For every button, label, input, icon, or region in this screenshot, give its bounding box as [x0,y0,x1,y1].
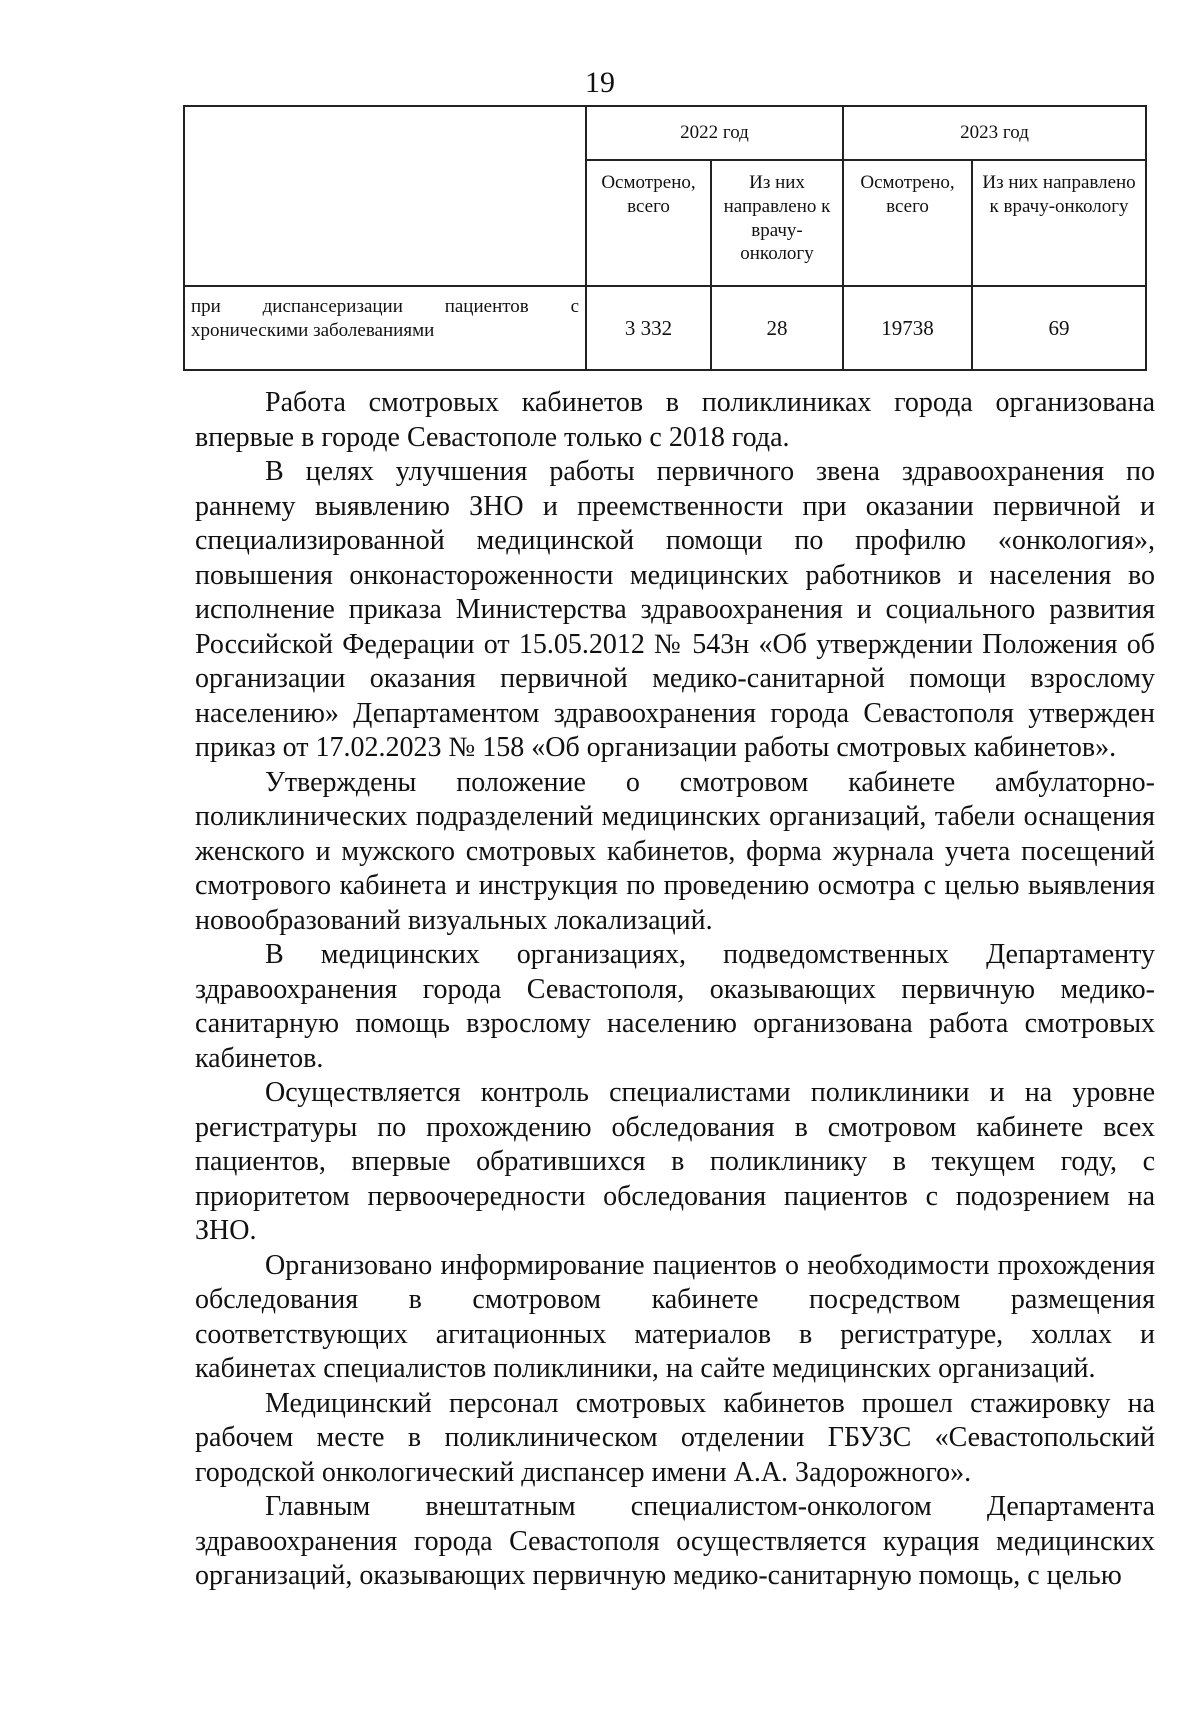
table-header-row-years [184,106,1146,160]
screening-table [183,105,1147,371]
paragraph: В целях улучшения работы первичного звена здравоохранения по раннему выявлению ЗНО и преемственности при оказании первичной и специализированной медицинской помощи по профилю «онкология», повышения онконастороженности медицинских работников и населения во исполнение приказа Министерства здравоохранения и социального развития Российской Федерации от 15.05.2012 № 543н «Об утверждении Положения об организации оказания первичной медико-санитарной помощи взрослому населению» Департаментом здравоохранения города Севастополя утвержден приказ от 17.02.2023 № 158 «Об организации работы смотровых кабинетов». [195,456,1155,763]
subheader-examined-2022: Осмотрено, всего [586,160,711,286]
paragraph: В медицинских организациях, подведомственных Департаменту здравоохранения города Севастополя, оказывающих первичную медико-санитарную помощь взрослому населению организована работа смотровых кабинетов. [195,939,1155,1074]
paragraph: Утверждены положение о смотровом кабинете амбулаторно-поликлинических подразделений медицинских организаций, табели оснащения женского и мужского смотровых кабинетов, форма журнала учета посещений смотрового кабинета и инструкция по проведению осмотра с целью выявления новообразований визуальных локализаций. [195,766,1155,936]
page-number: 19 [585,66,615,99]
cell-examined-2022: 3 332 [586,286,711,370]
body-text [195,386,1155,1594]
cell-referred-2022: 28 [711,286,843,370]
paragraph: Осуществляется контроль специалистами поликлиники и на уровне регистратуры по прохождению обследования в смотровом кабинете всех пациентов, впервые обратившихся в поликлинику в текущем году, с приоритетом первоочередности обследования пациентов с подозрением на ЗНО. [195,1077,1155,1246]
paragraph: Работа смотровых кабинетов в поликлиниках города организована впервые в городе Севастополе только с 2018 года. [195,387,1155,453]
cell-referred-2023: 69 [972,286,1146,370]
row-label: при диспансеризации пациентов с хроническими заболеваниями [184,286,586,370]
subheader-referred-2022: Из них направлено к врачу-онкологу [711,160,843,286]
year-header-2023: 2023 год [843,106,1146,160]
paragraph: Организовано информирование пациентов о необходимости прохождения обследования в смотровом кабинете посредством размещения соответствующих агитационных материалов в регистратуре, холлах и кабинетах специалистов поликлиники, на сайте медицинских организаций. [195,1249,1155,1384]
cell-examined-2023: 19738 [843,286,972,370]
subheader-referred-2023: Из них направлено к врачу-онкологу [972,160,1146,286]
table-row [184,286,1146,370]
table-corner-cell [184,106,586,286]
subheader-examined-2023: Осмотрено, всего [843,160,972,286]
paragraph: Главным внештатным специалистом-онкологом Департамента здравоохранения города Севастополя осуществляется курация медицинских организаций, оказывающих первичную медико-санитарную помощь, с целью [195,1491,1155,1591]
paragraph: Медицинский персонал смотровых кабинетов прошел стажировку на рабочем месте в поликлиническом отделении ГБУЗС «Севастопольский городской онкологический диспансер имени А.А. Задорожного». [195,1387,1155,1488]
year-header-2022: 2022 год [586,106,843,160]
